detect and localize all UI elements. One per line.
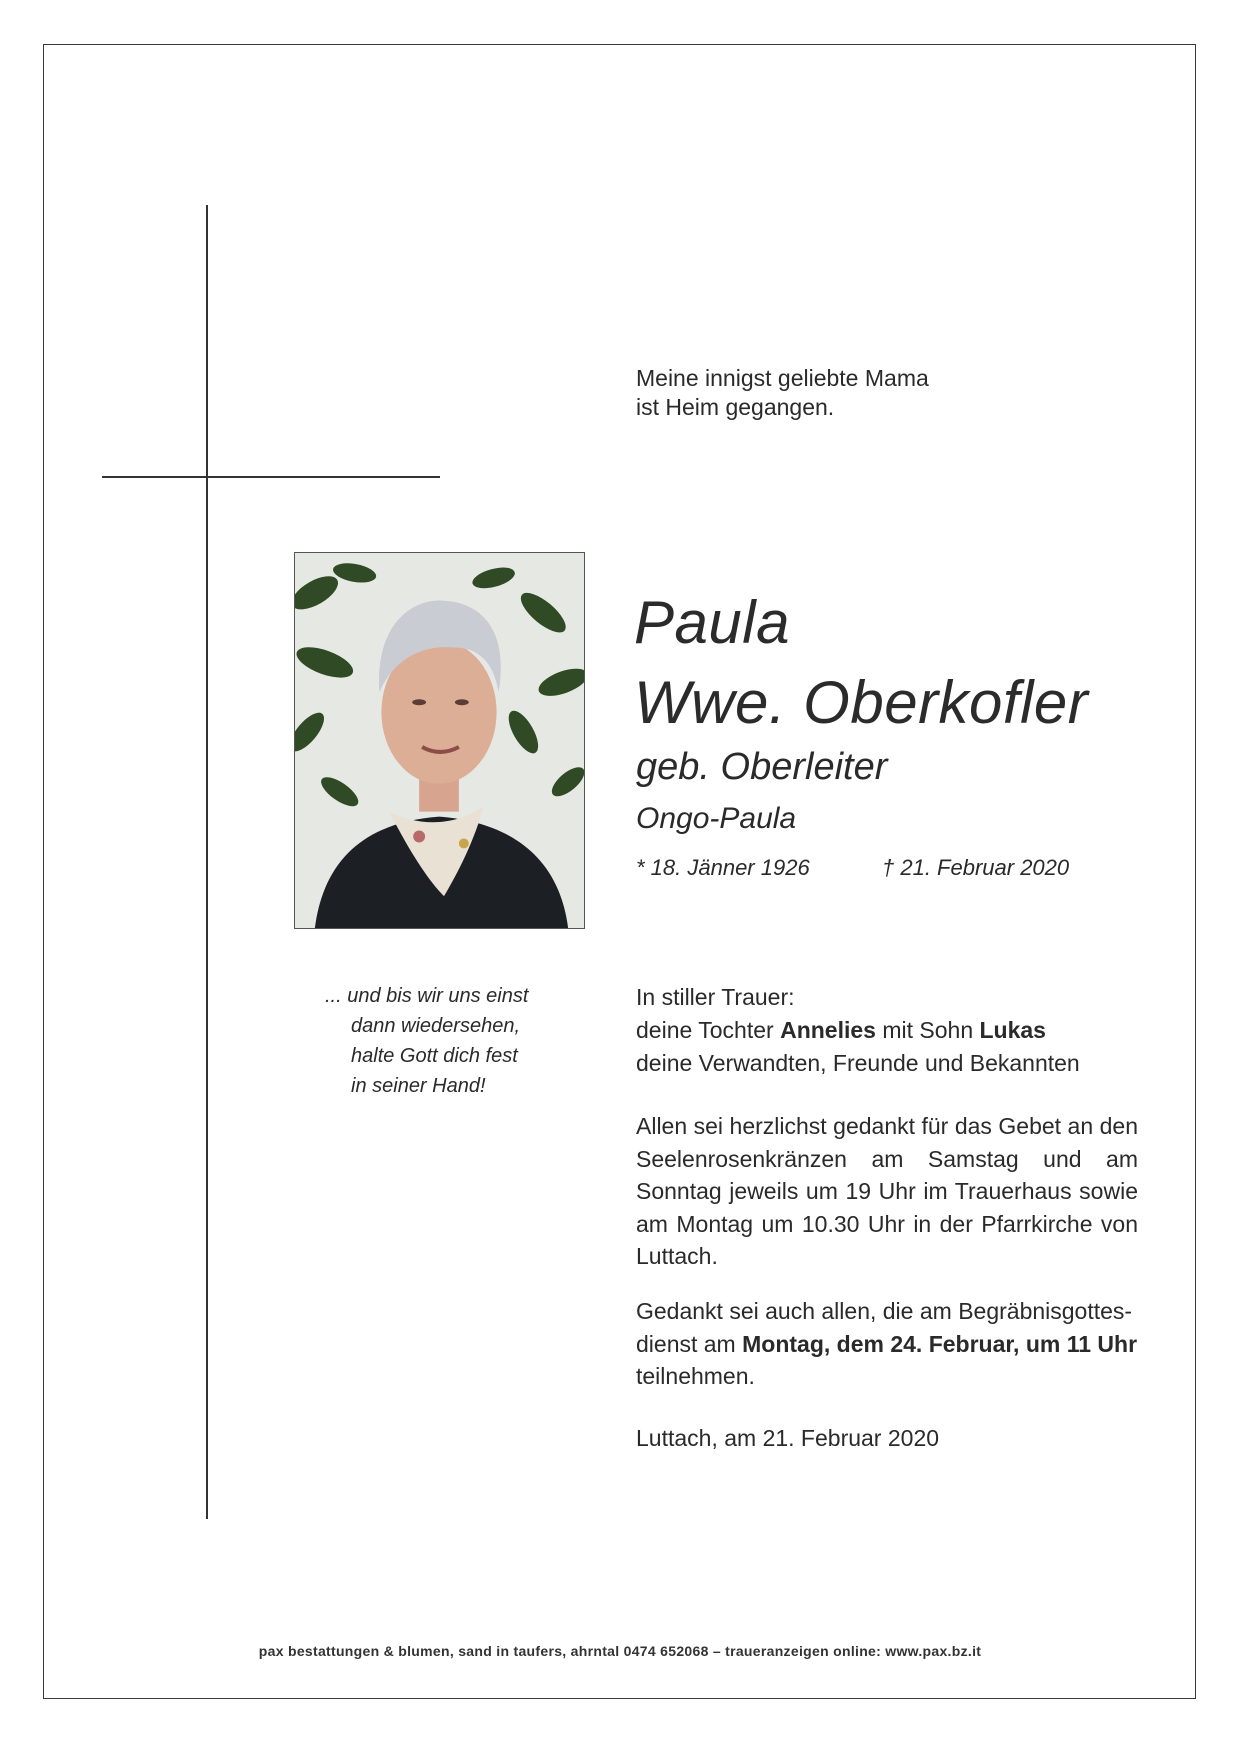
footer-imprint: pax bestattungen & blumen, sand in taufers, ahrntal 0474 652068 – traueranzeigen online: www.pax.bz.it bbox=[258, 1643, 982, 1659]
intro-line-2: ist Heim gegangen. bbox=[636, 394, 835, 420]
mourners-heading: In stiller Trauer: bbox=[636, 984, 795, 1010]
thanks-paragraph-2 bbox=[636, 1295, 1137, 1393]
mourners-text: mit Sohn bbox=[875, 1017, 980, 1043]
cross-horizontal-beam bbox=[102, 476, 440, 478]
birth-date: * 18. Jänner 1926 bbox=[636, 855, 810, 880]
place-and-date: Luttach, am 21. Februar 2020 bbox=[636, 1425, 940, 1451]
grandson-name: Lukas bbox=[979, 1017, 1046, 1043]
thanks-line: teilnehmen. bbox=[636, 1363, 755, 1389]
verse-line: halte Gott dich fest bbox=[351, 1045, 518, 1067]
portrait-photo bbox=[294, 552, 585, 929]
thanks-line bbox=[636, 1328, 1137, 1361]
deceased-first-name: Paula bbox=[634, 589, 790, 656]
intro-line-1: Meine innigst geliebte Mama bbox=[636, 365, 929, 391]
daughter-name: Annelies bbox=[780, 1017, 876, 1043]
intro-text bbox=[636, 364, 929, 422]
verse-line: dann wiedersehen, bbox=[351, 1015, 521, 1037]
deceased-maiden-name: geb. Oberleiter bbox=[636, 746, 888, 788]
mourners-family-line bbox=[636, 1014, 1080, 1047]
death-date: † 21. Februar 2020 bbox=[882, 855, 1070, 880]
memorial-verse bbox=[325, 981, 528, 1101]
life-dates bbox=[636, 855, 1070, 881]
mourners-text: deine Tochter bbox=[636, 1017, 781, 1043]
portrait-image bbox=[295, 553, 584, 928]
verse-line: in seiner Hand! bbox=[351, 1075, 486, 1097]
thanks-text: dienst am bbox=[636, 1330, 743, 1357]
verse-line: ... und bis wir uns einst bbox=[325, 985, 529, 1007]
mourners-relatives-line: deine Verwandten, Freunde und Bekannten bbox=[636, 1050, 1080, 1076]
mourners-block bbox=[636, 981, 1080, 1080]
cross-vertical-beam bbox=[206, 205, 208, 1519]
thanks-paragraph-1: Allen sei herzlichst gedankt für das Gebet an den Seelenrosenkränzen am Samstag und am Sonntag jeweils um 19 Uhr im Trauerhaus sowie am Montag um 10.30 Uhr in der Pfarrkirche von Luttach. bbox=[636, 1113, 1138, 1269]
deceased-surname: Wwe. Oberkofler bbox=[634, 669, 1089, 736]
funeral-date: Montag, dem 24. Februar, um 11 Uhr bbox=[742, 1330, 1138, 1357]
thanks-line: Gedankt sei auch allen, die am Begräbnisgottes- bbox=[636, 1298, 1133, 1324]
deceased-nickname: Ongo-Paula bbox=[636, 802, 797, 835]
